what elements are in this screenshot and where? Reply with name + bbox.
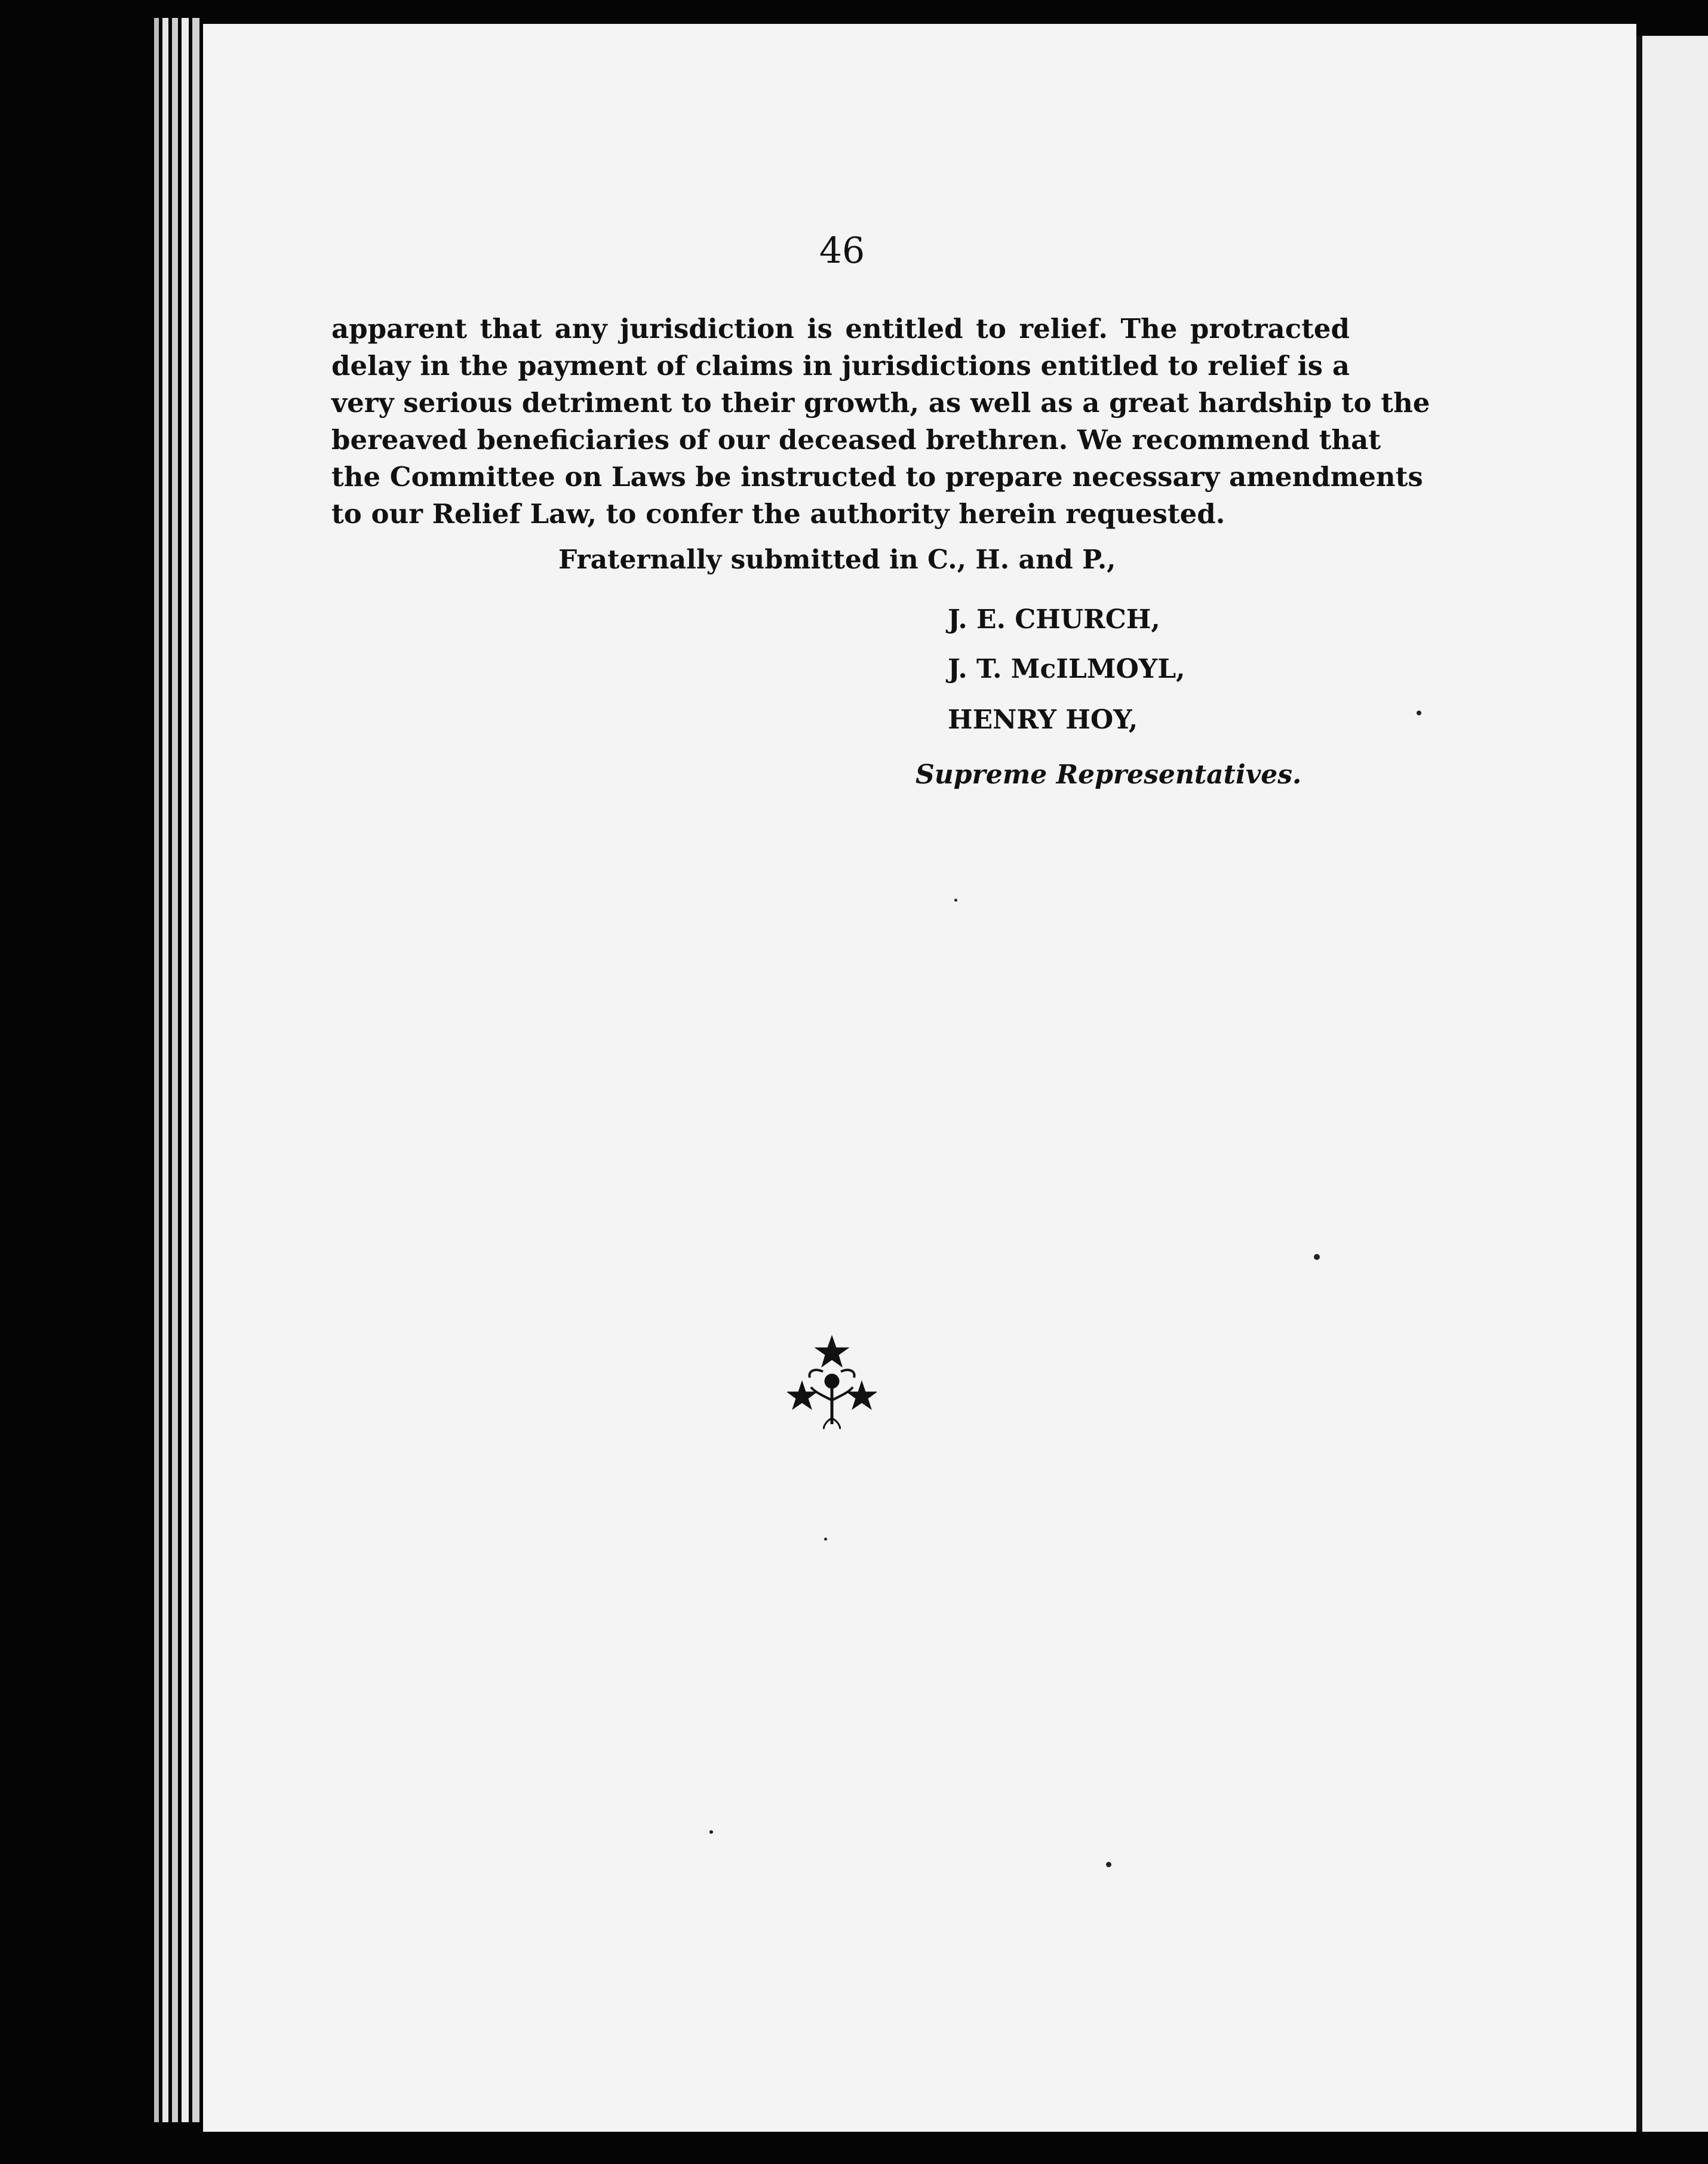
- signer-name: J. E. CHURCH,: [948, 604, 1160, 635]
- scan-speck: [1314, 1254, 1320, 1260]
- signer-name: HENRY HOY,: [948, 705, 1138, 735]
- body-line: delay in the payment of claims in jurisdictions entitled to relief is a: [331, 350, 1350, 382]
- body-line: the Committee on Laws be instructed to prepare necessary amendments: [331, 461, 1423, 493]
- scan-speck: [709, 1830, 713, 1834]
- page-edge: [154, 18, 159, 2122]
- page-edge: [172, 18, 178, 2122]
- page-number: 46: [819, 230, 865, 272]
- scan-speck: [1417, 711, 1421, 715]
- body-line: bereaved beneficiaries of our deceased brethren. We recommend that: [331, 424, 1381, 456]
- page-edge: [162, 18, 168, 2122]
- three-stars-floral-icon: [787, 1335, 877, 1430]
- body-line: apparent that any jurisdiction is entitled to relief. The protracted: [331, 313, 1350, 345]
- page-edge: [192, 18, 199, 2122]
- scan-speck: [1106, 1862, 1111, 1867]
- body-line: very serious detriment to their growth, as well as a great hardship to the: [331, 387, 1430, 419]
- closing-salutation: Fraternally submitted in C., H. and P.,: [558, 545, 1116, 575]
- body-line: to our Relief Law, to confer the authority herein requested.: [331, 498, 1225, 530]
- scan-speck: [824, 1538, 827, 1541]
- body-paragraph: [331, 311, 1430, 533]
- signer-title: Supreme Representatives.: [916, 760, 1302, 790]
- signer-name: J. T. McILMOYL,: [948, 654, 1185, 684]
- scan-speck: [954, 899, 957, 902]
- page-edge: [182, 18, 189, 2122]
- facing-page-strip: [1642, 36, 1708, 2132]
